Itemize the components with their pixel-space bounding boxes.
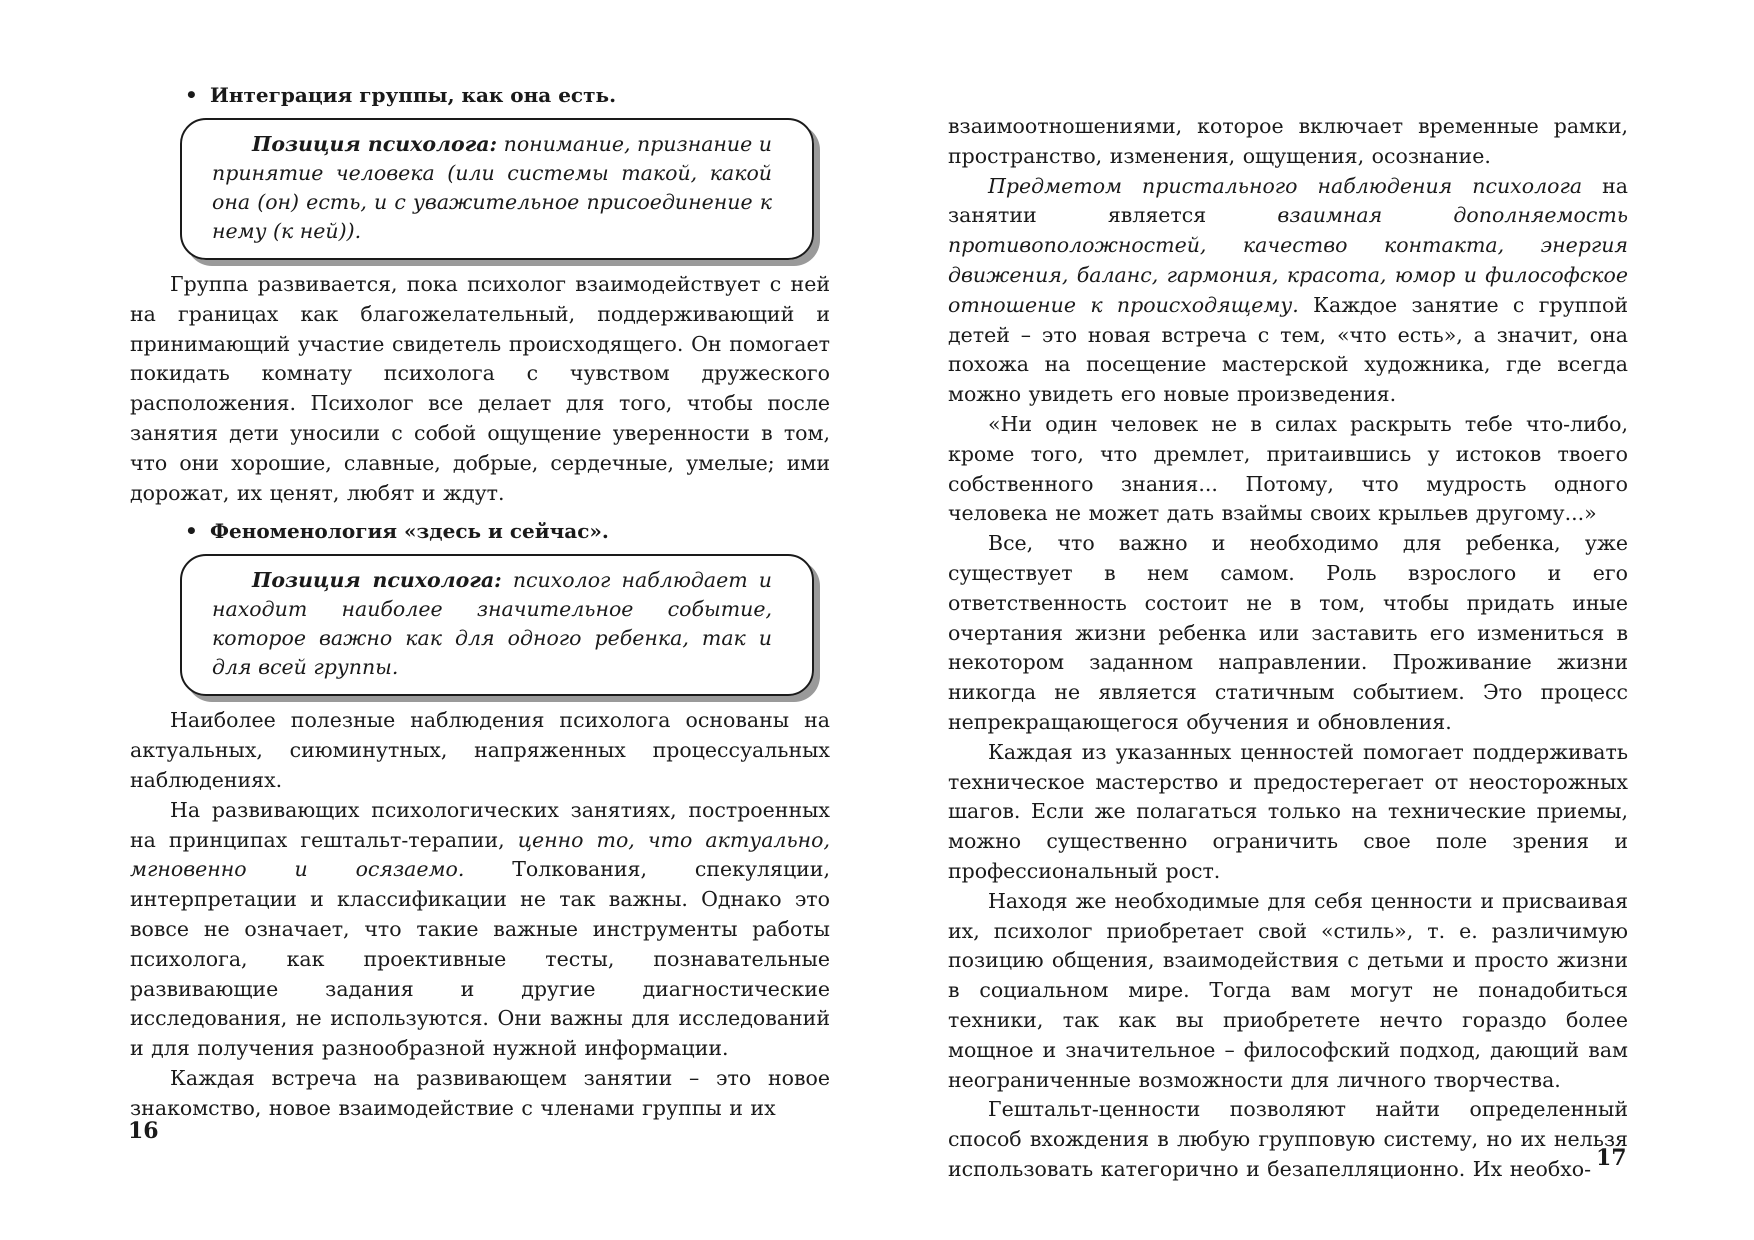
paragraph: Все, что важно и необходимо для ребенка, уже существует в нем самом. Роль взрослого и его ответственность состоит не в том, чтобы придать иные очертания жизни ребенка или заставить его измениться в некотором заданном направлении. Проживание жизни никогда не является статичным событием. Это процесс непрекращающегося обучения и обновления. <box>948 531 1628 734</box>
left-page <box>130 80 830 1124</box>
box-text: понимание, признание и принятие человека (или системы такой, какой она (он) есть, и с уважительное присоединение к нему (к ней)). <box>212 132 772 243</box>
psychologist-position-box-2 <box>180 554 814 696</box>
quote: «Ни один человек не в силах раскрыть тебе что-либо, кроме того, что дремлет, притаившись у истоков твоего собственного знания... Потому, что мудрость одного человека не может дать взаймы своих крыльев другому...» <box>948 411 1628 526</box>
bullet-icon: • <box>185 519 198 544</box>
right-page <box>948 112 1628 1185</box>
paragraph: На развивающих психологических занятиях, построенных на принципах гештальт-терапии, ценно то, что актуально, мгновенно и осязаемо. Толкования, спекуляции, интерпретации и классификации не так важны. Однако это вовсе не означает, что такие важные инструменты работы психолога, как проективные тесты, познавательные развивающие задания и другие диагностические исследования, не используются. Они важны для исследований и для получения разнообразной нужной информации. <box>130 797 830 1061</box>
bullet-heading-integration: • Интеграция группы, как она есть. <box>130 80 830 110</box>
paragraph: Гештальт-ценности позволяют найти определенный способ вхождения в любую групповую систему, но их нельзя использовать категорично и безапелляционно. Их необхо- <box>948 1097 1628 1181</box>
box-label: Позиция психолога: <box>252 132 498 156</box>
paragraph: Каждая встреча на развивающем занятии – это новое знакомство, новое взаимодействие с членами группы и их <box>130 1065 830 1120</box>
paragraph: Каждая из указанных ценностей помогает поддерживать техническое мастерство и предостерегает от неосторожных шагов. Если же полагаться только на технические приемы, можно существенно ограничить свое поле зрения и профессиональный рост. <box>948 739 1628 883</box>
psychologist-position-box-1 <box>180 118 814 260</box>
paragraph: взаимоотношениями, которое включает временные рамки, пространство, изменения, ощущения, осознание. <box>948 114 1628 168</box>
bullet-heading-phenomenology: • Феноменология «здесь и сейчас». <box>130 516 830 546</box>
paragraph: Предметом пристального наблюдения психолога на занятии является взаимная дополняемость противоположностей, качество контакта, энергия движения, баланс, гармония, красота, юмор и философское отношение к происходящему. Каждое занятие с группой детей – это новая встреча с тем, «что есть», а значит, она похожа на посещение мастерской художника, где всегда можно увидеть его новые произведения. <box>948 173 1628 407</box>
paragraph: Группа развивается, пока психолог взаимодействует с ней на границах как благожелательный, поддерживающий и принимающий участие свидетель происходящего. Он помогает покидать комнату психолога с чувством дружеского расположения. Психолог все делает для того, чтобы после занятия дети уносили с собой ощущение уверенности в том, что они хорошие, славные, добрые, сердечные, умелые; ими дорожат, их ценят, любят и ждут. <box>130 272 830 505</box>
paragraph: Наиболее полезные наблюдения психолога основаны на актуальных, сиюминутных, напряженных процессуальных наблюдениях. <box>130 708 830 792</box>
page-number-right: 17 <box>1596 1145 1627 1171</box>
bullet-icon: • <box>185 83 198 107</box>
box-text: психолог наблюдает и находит наиболее значительное событие, которое важно как для одного ребенка, так и для всей группы. <box>212 568 772 680</box>
page-number-left: 16 <box>128 1118 159 1144</box>
box-label: Позиция психолога: <box>252 568 502 593</box>
paragraph: Находя же необходимые для себя ценности и присваивая их, психолог приобретает свой «стиль», т. е. различимую позицию общения, взаимодействия с детьми и просто жизни в социальном мире. Тогда вам могут не понадобиться техники, так как вы приобретете нечто гораздо более мощное и значительное – философский подход, дающий вам неограниченные возможности для личного творчества. <box>948 888 1628 1092</box>
